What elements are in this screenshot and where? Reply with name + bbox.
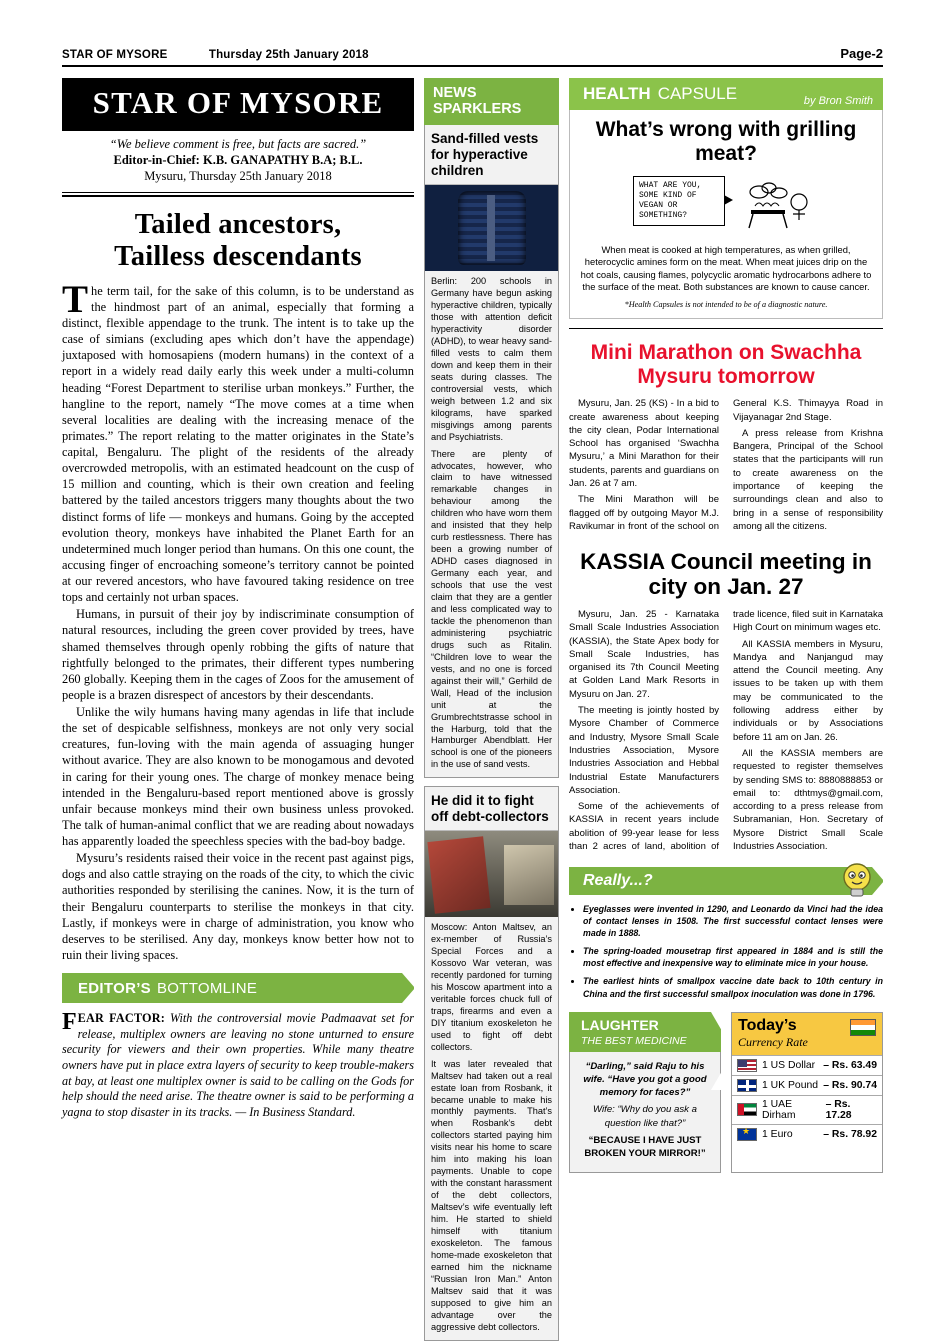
masthead-editor: Editor-in-Chief: K.B. GANAPATHY B.A; B.L. <box>113 153 363 167</box>
currency-name: 1 Euro <box>762 1128 793 1140</box>
sparkler-2-title: He did it to fight off debt-collectors <box>425 787 558 831</box>
sparklers-flag-line1: NEWS <box>433 85 477 101</box>
header-page-number: Page-2 <box>840 46 883 61</box>
kassia-paragraph: The meeting is jointly hosted by Mysore Chamber of Commerce and Industry, Mysore Small Scale Industries Association, Mysore Industries Association and Hebbal Industrial Estate Manufacturers Association. <box>569 705 719 796</box>
health-capsule-box <box>569 110 883 319</box>
marathon-paragraph: The Mini Marathon will be flagged off by outgoing Mayor M.J. Ravikumar in front of the school on General K.S. Thimayya Road in Vijayanagar 2nd Stage. <box>569 398 883 532</box>
laughter-flag-italic: THE BEST MEDICINE <box>581 1034 687 1047</box>
news-sparklers-column <box>424 78 559 1341</box>
divider-thin <box>62 192 414 193</box>
joke-line: “Darling,” said Raju to his wife. “Have you got a good memory for faces?” <box>583 1060 707 1099</box>
news-sparklers-flag <box>424 78 559 125</box>
currency-value: – Rs. 78.92 <box>823 1128 877 1140</box>
joke-line: Wife: “Why do you ask a question like that?” <box>593 1104 697 1129</box>
really-item: • The spring-loaded mousetrap first appeared in 1884 and is still the most effective and inexpensive way to eliminate mice in your house. <box>583 945 883 969</box>
grill-illustration <box>739 180 813 232</box>
health-flag-light: CAPSULE <box>657 84 738 103</box>
kassia-paragraph: Some of the achievements of KASSIA in recent years include abolition of 99-year lease for less than 2 acres of land, abolition of trade licence, filed suit in Karnataka High Court on minimum wages etc. <box>569 608 883 853</box>
kassia-paragraph: All the KASSIA members are requested to register themselves by sending SMS to: 8880888853 or email to: dthtmys@gmail.com, according to a press release from Subramanian, Hon. Secretary of Mysore District Small Scale Industries Association. <box>733 747 883 853</box>
bottomline-text: With the controversial movie Padmaavat set for release, multiplex owners are leaving no stone unturned to ensure security for viewers and their own properties. While many theatre owners have put in place extra layers of security to keep trouble-makers at bay, at least one multiplex owner is said to be calling on the Gods for help should the need arise. The theatre owner is said to be performing a yagna to stop disaster in its tracks. — In Business Standard. <box>62 1011 414 1119</box>
currency-rate-box <box>731 1012 883 1174</box>
sparkler-2-paragraph: It was later revealed that Maltsev had taken out a real estate loan from Rosbank, it became unable to make his monthly payments. That’s when Rosbank’s debt collectors started paying him visits near his home to scare him into making his loan payments. Unable to cope with the constant harassment of the debt collectors, Maltsev’s wife eventually left him. He started to shield himself with titanium exoskeleton. The famous home-made exoskeleton that earned him the nickname “Russian Iron Man.” Anton Maltsev said that it was supposed to give him an advantage over the aggressive debt collectors. <box>431 1058 552 1332</box>
india-flag-icon <box>850 1019 876 1036</box>
marathon-body <box>569 397 883 534</box>
eu-flag-icon <box>737 1128 757 1141</box>
bottomline-body <box>62 1011 414 1120</box>
divider-thick <box>62 195 414 197</box>
bottomline-flag-bold: EDITOR’S <box>78 979 151 997</box>
kassia-paragraph: All KASSIA members in Mysuru, Mandya and Nanjangud may attend the Council meeting. Any issues to be taken up with them may be communicated to the following address either by individuals or by Associations before 11 am on Jan. 26. <box>733 638 883 743</box>
right-column <box>569 78 883 1173</box>
health-note: When meat is cooked at high temperatures, as when grilled, heterocyclic amines form on the meat. When meat juices drip on the hot coals, causing flames, polycyclic aromatic hydrocarbons adhere to the surface of the meat. Both substances are known to cause cancer. <box>580 243 872 293</box>
really-flag-label: Really...? <box>583 871 653 889</box>
kassia-headline: KASSIA Council meeting in city on Jan. 27 <box>580 548 872 600</box>
header-date: Thursday 25th January 2018 <box>208 49 369 61</box>
currency-value: – Rs. 90.74 <box>823 1079 877 1091</box>
us-flag-icon <box>737 1059 757 1072</box>
lightbulb-icon <box>837 861 877 901</box>
really-list <box>569 903 883 1000</box>
health-cartoon <box>633 174 819 236</box>
masthead-quote: “We believe comment is free, but facts are sacred.” <box>109 137 367 151</box>
currency-name: 1 UK Pound <box>762 1079 819 1091</box>
divider <box>569 328 883 329</box>
currency-value: – Rs. 17.28 <box>825 1098 852 1121</box>
cartoon-speech-bubble: WHAT ARE YOU, SOME KIND OF VEGAN OR SOMETHING? <box>633 176 725 226</box>
header-paper-name: STAR OF MYSORE <box>62 49 168 61</box>
editorial-body <box>62 277 414 963</box>
sparkler-1-title: Sand-filled vests for hyperactive children <box>425 125 558 185</box>
uae-flag-icon <box>737 1103 757 1116</box>
editorial-paragraph: Mysuru’s residents raised their voice in the recent past against pigs, dogs and also cattle straying on the roads of the city, to which the civic authorities responded by sterilising the canines. Now, it is the turn of their Bengaluru counterparts to sterilise the monkeys in that city. Lastly, if monkeys were in charge of administration, you know who deserves to be sterilised. Any day, monkeys know better how not to ruin their living spaces. <box>62 851 414 962</box>
currency-row <box>732 1095 882 1124</box>
masthead-place-date: Mysuru, Thursday 25th January 2018 <box>144 169 332 183</box>
kassia-body <box>569 608 883 855</box>
editorial-column <box>62 78 414 1120</box>
currency-header <box>732 1013 882 1055</box>
sand-filled-vest-photo <box>425 185 558 271</box>
laughter-joke <box>569 1052 721 1174</box>
currency-value: – Rs. 63.49 <box>823 1059 877 1071</box>
really-item: • Eyeglasses were invented in 1290, and Leonardo da Vinci had the idea of contact lenses in 1508. The first successful contact lenses were made in 1888. <box>583 903 883 939</box>
editorial-dropcap: T <box>62 277 89 321</box>
currency-title: Today’s <box>738 1016 797 1034</box>
bottom-boxes-row <box>569 1012 883 1174</box>
bottomline-dropcap: F <box>62 1009 77 1036</box>
health-capsule-flag <box>569 78 883 110</box>
health-flag-bold: HEALTH <box>583 84 651 103</box>
sparkler-2-body <box>425 917 558 1339</box>
really-flag <box>569 867 883 895</box>
currency-name: 1 US Dollar <box>762 1059 816 1071</box>
health-byline: by Bron Smith <box>803 95 873 107</box>
currency-row <box>732 1075 882 1095</box>
health-footnote: *Health Capsules is not intended to be of a diagnostic nature. <box>624 299 828 309</box>
sparkler-1-body <box>425 271 558 777</box>
sparkler-story-1 <box>424 125 559 778</box>
editorial-paragraph: Humans, in pursuit of their joy by indiscriminate consumption of natural resources, including the green cover provided by trees, have shamed themselves through openly robbing the gifts of nature that rightfully belonged to the primates, their different types numbering 260 globally. Keeping them in the cages of Zoos for the amusement of people is a brazen disrespect of ancestors by their descendants. <box>62 607 414 702</box>
currency-name: 1 UAE Dirham <box>762 1098 796 1121</box>
moscow-titanium-skeleton-photo <box>425 831 558 917</box>
really-item: • The earliest hints of smallpox vaccine date back to 10th century in China and the first successful smallpox inoculation was done in 1796. <box>583 975 883 999</box>
health-title: What’s wrong with grilling meat? <box>595 118 857 165</box>
sparkler-2-paragraph: Moscow: Anton Maltsev, an ex-member of Russia’s Special Forces and a Kossovo War veteran, was recently pardoned for turning his Moscow apartment into a veritable forces chuck full of traps, firearms and even a DIY titanium exoskeleton he used to fight off debt collectors. <box>431 922 552 1052</box>
page-header <box>62 46 883 67</box>
masthead-logo-text: STAR OF MYSORE <box>92 85 384 120</box>
masthead-subblock <box>62 131 414 188</box>
laughter-box <box>569 1012 721 1174</box>
laughter-flag-bold: LAUGHTER <box>581 1016 659 1033</box>
header-left <box>62 49 369 61</box>
masthead-logo <box>62 78 414 131</box>
currency-row <box>732 1055 882 1075</box>
bottomline-label: EAR FACTOR: <box>77 1011 165 1026</box>
marathon-paragraph: A press release from Krishna Bangera, Principal of the School states that the participants will run to create awareness on the importance of keeping the surroundings clean and also to bring in a sense of responsibility among all the citizens. <box>733 427 883 532</box>
editors-bottomline-flag <box>62 973 414 1003</box>
marathon-headline: Mini Marathon on Swachha Mysuru tomorrow <box>590 340 862 388</box>
editorial-headline: Tailed ancestors, Tailless descendants <box>114 209 362 272</box>
editorial-paragraph: Unlike the wily humans having many agendas in life that include the set of despicable selfishness, monkeys are not only very social creatures, fun-loving with the main agenda of assuaging hunger without avarice. They are also known to be monogamous and devoted in caring for their young ones. The charge of monkey menace being intended in the Bengaluru-based report mentioned above is grossly unfair because monkeys mind their own business unless provoked. The talk of human-animal conflict that we are reading about nowadays has apparently loaded the speechless species with the bad-boy badge. <box>62 705 414 849</box>
currency-row <box>732 1124 882 1144</box>
sparklers-flag-line2: SPARKLERS <box>433 101 522 118</box>
bottomline-flag-light: BOTTOMLINE <box>156 979 258 997</box>
marathon-paragraph: Mysuru, Jan. 25 (KS) - In a bid to create awareness about keeping the city clean, Podar International School has organised ‘Swachha Mysuru,’ a Mini Marathon for their students, parents and guardians on Jan. 26 at 7 am. <box>569 398 719 489</box>
kassia-paragraph: Mysuru, Jan. 25 - Karnataka Small Scale Industries Association (KASSIA), the State Apex body for Small Scale Industries, has organised its 7th Council Meeting at Golden Land Mark Resorts in Mysuru on Jan. 27. <box>569 608 719 700</box>
joke-line: “BECAUSE I HAVE JUST BROKEN YOUR MIRROR!” <box>584 1134 706 1160</box>
sparkler-story-2 <box>424 786 559 1340</box>
laughter-flag <box>569 1012 721 1052</box>
sparkler-1-paragraph: Berlin: 200 schools in Germany have begun asking hyperactive children, typically those with attention deficit hyperactivity disorder (ADHD), to wear heavy sand-filled vests to calm them down and keep them in their seats during classes. The controversial vests, which weigh between 1.2 and six kilograms, have sparked misgivings among parents and Psychiatrists. <box>431 276 552 442</box>
sparkler-1-paragraph: There are plenty of advocates, however, who claim to have witnessed remarkable changes in behaviour among the children who have worn them and insisted that they help curb restlessness. There has been a growing number of ADHD cases diagnosed in Germany each year, and schools that use the vest claim that they are a gentler and less complicated way to tackle the phenomenon than administering psychiatric drugs such as Ritalin. “Children love to wear the vests, and no one is forced against their will,” Gerhild de Wall, Head of the inclusion unit at the Grumbrechtstrasse school in the Harburg, told that the Hamburger Abendblatt. Her school is one of the pioneers in the use of sand vests. <box>431 448 552 770</box>
currency-subtitle: Currency Rate <box>738 1034 808 1049</box>
uk-flag-icon <box>737 1079 757 1092</box>
editorial-paragraph: The term tail, for the sake of this column, is to be understand as the hindmost part of an animal, especially that forming a distinct, flexible appendage to the trunk. The intent is to take up the case of simians (excluding apes which don’t have the appendage) juxtaposed with homosapiens (modern humans) in the context of a report in a widely read daily early this week under a multi-column heading “Forest Department to sterilise urban monkeys.” Further, the hangline to the report, namely “The move comes at a time when several localities are dealing with the increasing menace of the primates.” The report relating to the matter originates in the State’s capital, Bengaluru. The plight of the residents of the already overcrowded metropolis, with an estimated headcount on the cusp of 15 million and counting, which is their own creation and feeling battered by the tailed ancestors triggers many thoughts about the two distinct forms of life — monkeys and humans. Going by the accepted evolution theory, monkeys have inhabited the Planet Earth for an undetermined much longer period than humans. On this one count, the accusing finger of encroaching someone’s territory cannot be pointed at our revered ancestors, who have favoured taking residence on tree tops and certainly not urban spaces. <box>62 277 414 605</box>
